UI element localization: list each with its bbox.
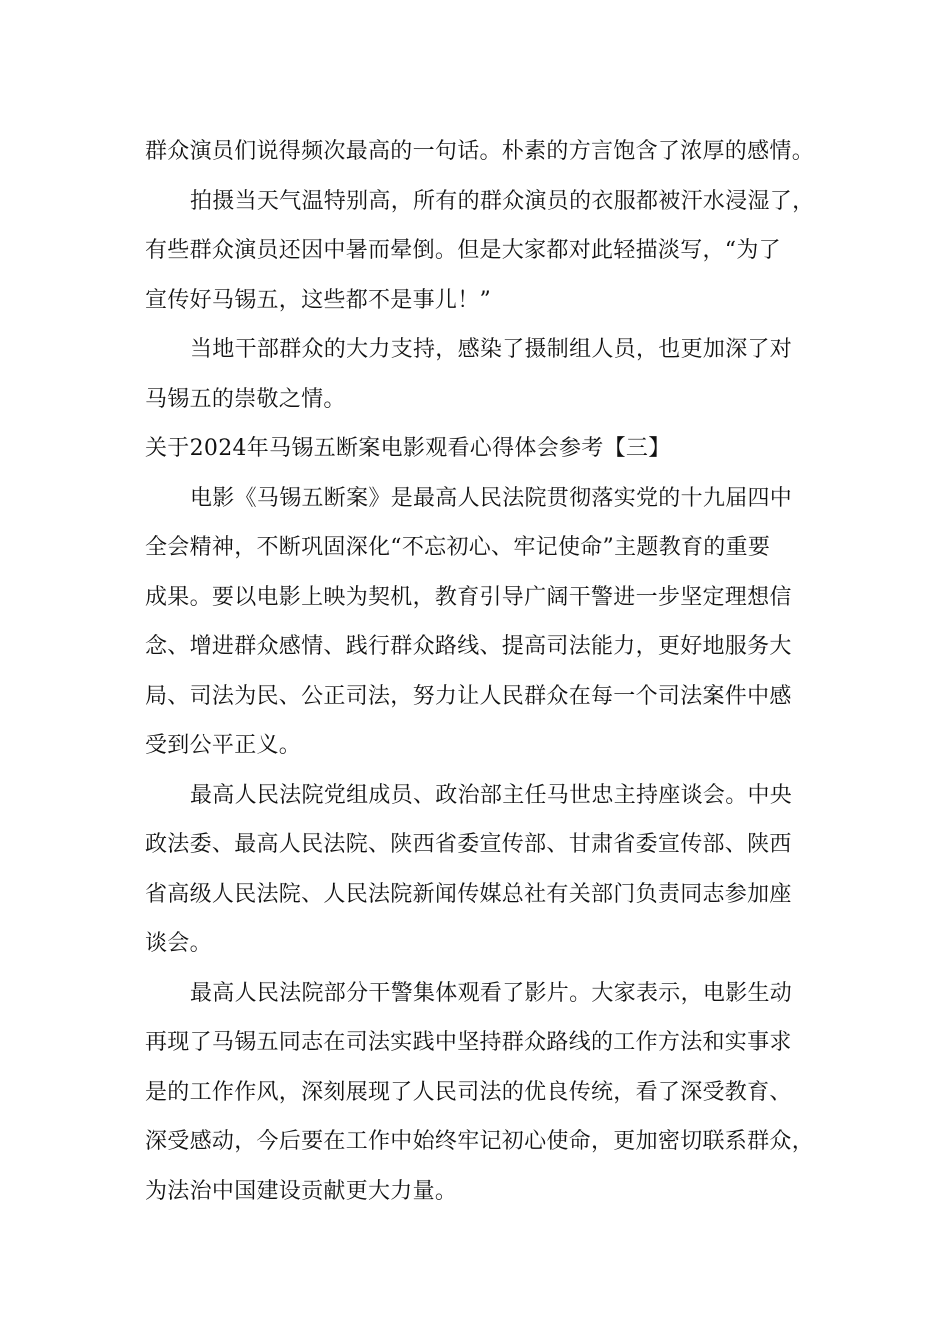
section-heading: 关于2024年马锡五断案电影观看心得体会参考【三】 bbox=[145, 436, 671, 461]
text-line: 省高级人民法院、人民法院新闻传媒总社有关部门负责同志参加座 bbox=[145, 881, 792, 907]
document-body bbox=[145, 127, 825, 1216]
text-line: 成果。要以电影上映为契机，教育引导广阔干警进一步坚定理想信 bbox=[145, 584, 792, 610]
text-line: 群众演员们说得频次最高的一句话。朴素的方言饱含了浓厚的感情。 bbox=[145, 139, 815, 164]
text-line: 最高人民法院部分干警集体观看了影片。大家表示，电影生动 bbox=[190, 980, 793, 1006]
text-line: 拍摄当天气温特别高，所有的群众演员的衣服都被汗水浸湿了， bbox=[190, 188, 815, 214]
text-line: 最高人民法院党组成员、政治部主任马世忠主持座谈会。中央 bbox=[190, 782, 793, 808]
text-line: 念、增进群众感情、践行群众路线、提高司法能力，更好地服务大 bbox=[145, 634, 792, 659]
text-line: 受到公平正义。 bbox=[145, 733, 302, 758]
text-line: 马锡五的崇敬之情。 bbox=[145, 386, 346, 412]
text-line: 深受感动，今后要在工作中始终牢记初心使命，更加密切联系群众， bbox=[145, 1129, 815, 1154]
text-line: 有些群众演员还因中暑而晕倒。但是大家都对此轻描淡写，“为了 bbox=[145, 238, 781, 263]
text-line: 政法委、最高人民法院、陕西省委宣传部、甘肃省委宣传部、陕西 bbox=[145, 832, 792, 857]
text-line: 为法治中国建设贡献更大力量。 bbox=[145, 1178, 458, 1204]
text-line: 是的工作作风，深刻展现了人民司法的优良传统，看了深受教育、 bbox=[145, 1079, 792, 1105]
text-line: 电影《马锡五断案》是最高人民法院贯彻落实党的十九届四中 bbox=[190, 485, 793, 511]
text-line: 当地干部群众的大力支持，感染了摄制组人员，也更加深了对 bbox=[190, 337, 793, 362]
text-line: 全会精神，不断巩固深化“不忘初心、牢记使命”主题教育的重要 bbox=[145, 535, 771, 560]
text-line: 再现了马锡五同志在司法实践中坚持群众路线的工作方法和实事求 bbox=[145, 1030, 792, 1055]
text-line: 宣传好马锡五，这些都不是事儿！” bbox=[145, 287, 492, 313]
text-line: 谈会。 bbox=[145, 931, 212, 956]
text-line: 局、司法为民、公正司法，努力让人民群众在每一个司法案件中感 bbox=[145, 683, 792, 709]
